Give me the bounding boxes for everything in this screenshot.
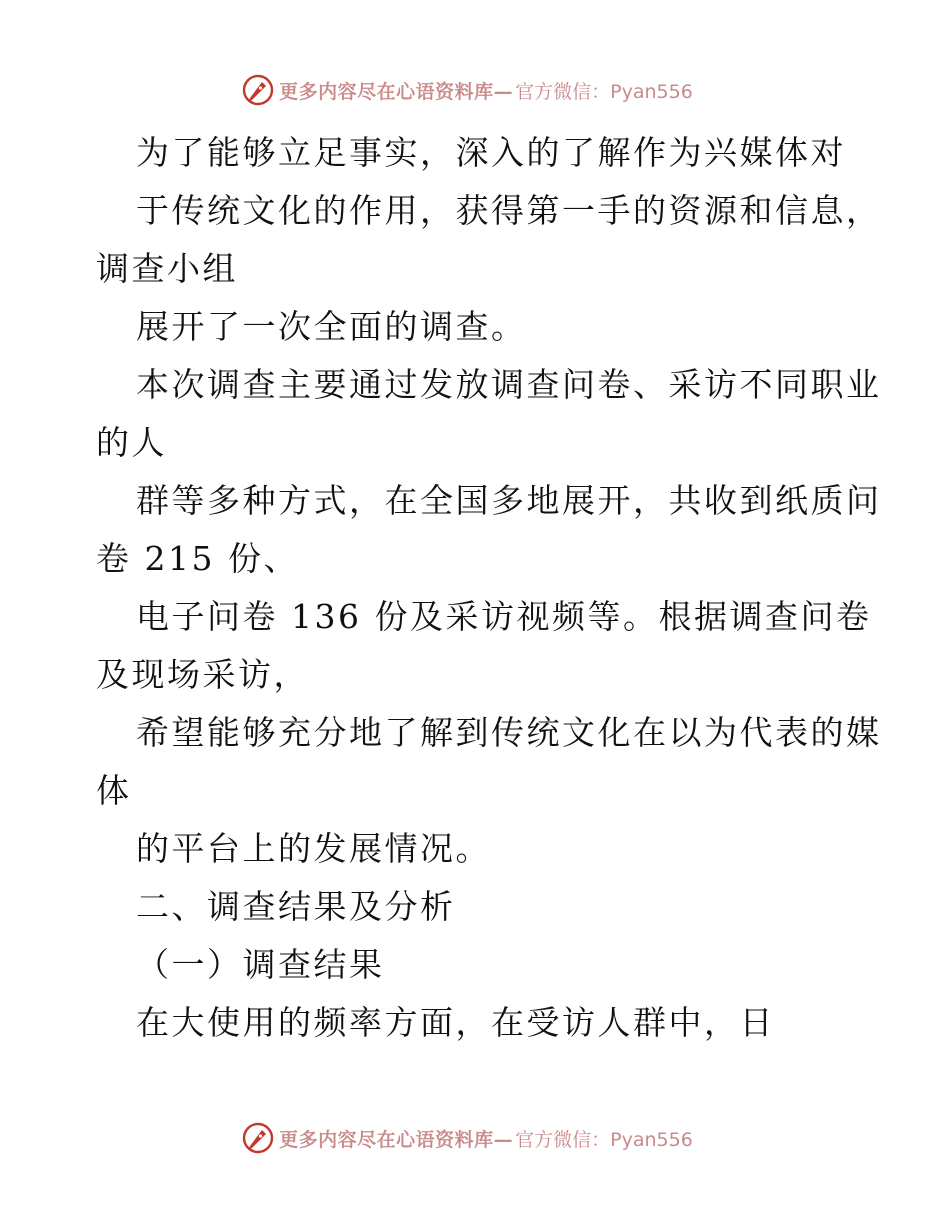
footer-banner-inner [241, 1121, 693, 1155]
banner-wechat-text: 官方微信：Pyan556 [515, 1128, 693, 1151]
text-line: 于传统文化的作用，获得第一手的资源和信息， [136, 191, 882, 230]
text-line: 卷 215 份、 [96, 539, 299, 578]
text-line: 在大使用的频率方面，在受访人群中，日 [136, 1003, 775, 1042]
text-line: 展开了一次全面的调查。 [136, 307, 527, 346]
text-line: 的平台上的发展情况。 [136, 829, 491, 868]
text-line: 群等多种方式，在全国多地展开，共收到纸质问 [136, 481, 882, 520]
text-line: 及现场采访， [96, 655, 309, 694]
text-line: 调查小组 [96, 249, 238, 288]
text-line: 希望能够充分地了解到传统文化在以为代表的媒 [136, 713, 882, 752]
text-line: 为了能够立足事实，深入的了解作为兴媒体对 [136, 133, 846, 172]
banner-wechat-text: 官方微信：Pyan556 [515, 80, 693, 103]
header-banner-inner [241, 73, 693, 107]
text-line: 本次调查主要通过发放调查问卷、采访不同职业 [136, 365, 882, 404]
footer-watermark-banner [0, 1118, 950, 1158]
pen-nib-logo-icon [241, 1121, 275, 1155]
subsection-heading: （一）调查结果 [136, 945, 385, 984]
section-heading: 二、调查结果及分析 [136, 887, 456, 926]
banner-site-text: 更多内容尽在心语资料库— [279, 1128, 514, 1151]
text-line: 的人 [96, 423, 167, 462]
text-line: 电子问卷 136 份及采访视频等。根据调查问卷 [136, 597, 872, 636]
banner-site-text: 更多内容尽在心语资料库— [279, 80, 514, 103]
header-watermark-banner [0, 70, 950, 110]
document-body [96, 124, 882, 1052]
text-line: 体 [96, 771, 132, 810]
pen-nib-logo-icon [241, 73, 275, 107]
